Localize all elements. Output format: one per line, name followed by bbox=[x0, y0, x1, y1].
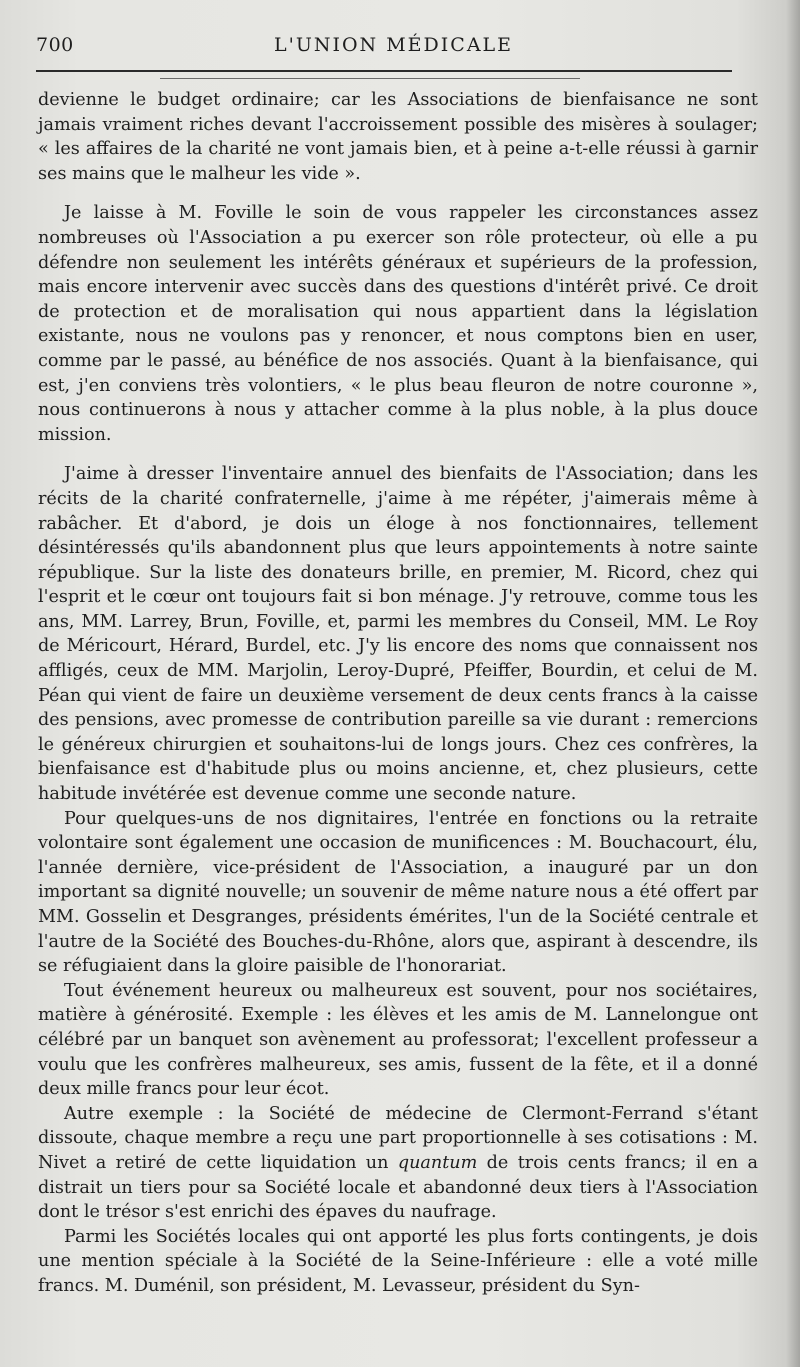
paragraph: J'aime à dresser l'inventaire annuel des bienfaits de l'Association; dans les récits de la charité confraternelle, j'aime à me répéter, j'aimerais même à rabâcher. Et d'abord, je dois un éloge à nos fonctionnaires, tellement désintéressés qu'ils abandonnent plus que leurs appointements à notre sainte république. Sur la liste des donateurs brille, en premier, M. Ricord, chez qui l'esprit et le cœur ont toujours fait si bon ménage. J'y retrouve, comme tous les ans, MM. Larrey, Brun, Foville, et, parmi les membres du Conseil, MM. Le Roy de Méricourt, Hérard, Burdel, etc. J'y lis encore des noms que connaissent nos affligés, ceux de MM. Marjolin, Leroy-Dupré, Pfeiffer, Bourdin, et celui de M. Péan qui vient de faire un deuxième versement de deux cents francs à la caisse des pensions, avec promesse de contribution pareille sa vie durant : remercions le généreux chirurgien et souhaitons-lui de longs jours. Chez ces confrères, la bienfaisance est d'habitude plus ou moins ancienne, et, chez plusieurs, cette habitude invétérée est devenue comme une seconde nature. bbox=[38, 464, 758, 805]
italic-word: quantum bbox=[397, 1152, 478, 1173]
header-rule bbox=[36, 70, 732, 72]
paragraph: Autre exemple : la Société de médecine de Clermont-Ferrand s'étant dissoute, chaque membre a reçu une part proportionnelle à ses cotisations : M. Nivet a retiré de cette liquidation un quantum de trois cents francs; il en a distrait un tiers pour sa Société locale et abandonné deux tiers à l'Association dont le trésor s'est enrichi des épaves du naufrage. bbox=[38, 1103, 758, 1223]
body-text bbox=[38, 88, 758, 1299]
paragraph: Je laisse à M. Foville le soin de vous rappeler les circonstances assez nombreuses où l'Association a pu exercer son rôle protecteur, où elle a pu défendre non seulement les intérêts généraux et supérieurs de la profession, mais encore intervenir avec succès dans des questions d'intérêt privé. Ce droit de protection et de moralisation qui nous appartient dans la législation existante, nous ne voulons pas y renoncer, et nous comptons bien en user, comme par le passé, au bénéfice de nos associés. Quant à la bienfaisance, qui est, j'en conviens très volontiers, « le plus beau fleuron de notre couronne », nous continuerons à nous y attacher comme à la plus noble, à la plus douce mission. bbox=[38, 203, 758, 445]
running-title: L'UNION MÉDICALE bbox=[274, 34, 514, 56]
paragraph: devienne le budget ordinaire; car les Associations de bienfaisance ne sont jamais vraiment riches devant l'accroissement possible des misères à soulager; « les affaires de la charité ne vont jamais bien, et à peine a-t-elle réussi à garnir ses mains que le malheur les vide ». bbox=[38, 90, 758, 184]
paragraph: Pour quelques-uns de nos dignitaires, l'entrée en fonctions ou la retraite volontaire sont également une occasion de munificences : M. Bouchacourt, élu, l'année dernière, vice-président de l'Association, a inauguré par un don important sa dignité nouvelle; un souvenir de même nature nous a été offert par MM. Gosselin et Desgranges, présidents émérites, l'un de la Société centrale et l'autre de la Société des Bouches-du-Rhône, alors que, aspirant à descendre, ils se réfugiaient dans la gloire paisible de l'honorariat. bbox=[38, 808, 758, 977]
header-rule-thin bbox=[160, 78, 580, 79]
page-number: 700 bbox=[36, 34, 74, 56]
page-edge-shadow bbox=[786, 0, 800, 1367]
paragraph: Parmi les Sociétés locales qui ont apporté les plus forts contingents, je dois une mention spéciale à la Société de la Seine-Inférieure : elle a voté mille francs. M. Duménil, son président, M. Levasseur, président du Syn- bbox=[38, 1226, 758, 1296]
paragraph: Tout événement heureux ou malheureux est souvent, pour nos sociétaires, matière à générosité. Exemple : les élèves et les amis de M. Lannelongue ont célébré par un banquet son avènement au professorat; l'excellent professeur a voulu que les confrères malheureux, ses amis, fussent de la fête, et il a donné deux mille francs pour leur écot. bbox=[38, 980, 758, 1100]
page-header bbox=[36, 34, 746, 64]
